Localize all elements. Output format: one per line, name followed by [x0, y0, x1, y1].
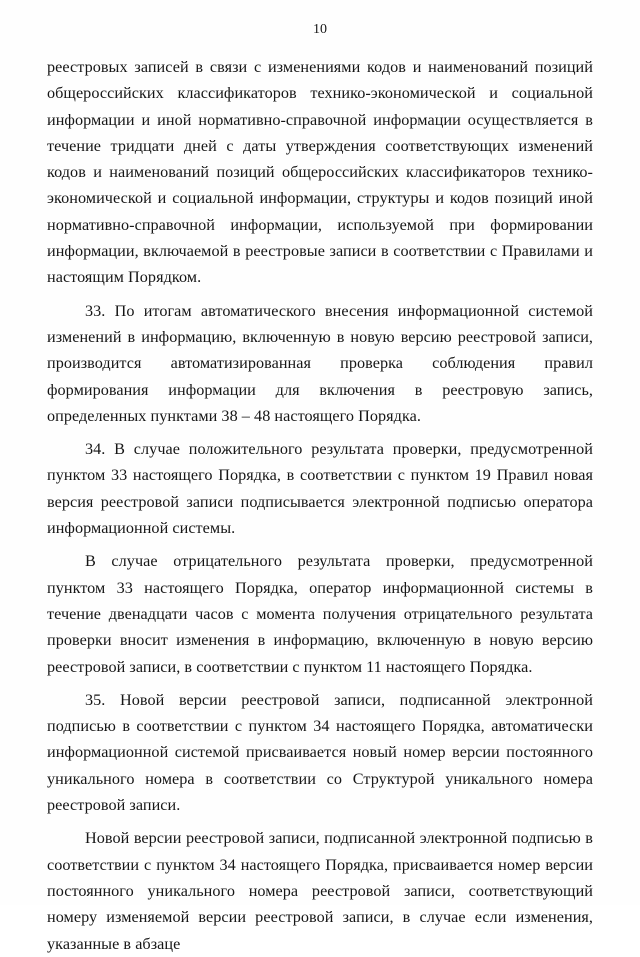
paragraph-item-34-negative: В случае отрицательного результата проверки, предусмотренной пунктом 33 настоящего Порядка, оператор информационной системы в течение двенадцати часов с момента получения отрицательного результата проверки вносит изменения в информацию, включенную в новую версию реестровой записи, в соответствии с пунктом 11 настоящего Порядка. [47, 552, 593, 676]
paragraph-item-34: 34. В случае положительного результата проверки, предусмотренной пунктом 33 настоящего Порядка, в соответствии с пунктом 19 Правил новая версия реестровой записи подписывается электронной подписью оператора информационной системы. [47, 440, 593, 538]
page-number: 10 [313, 22, 327, 37]
paragraph-item-35: 35. Новой версии реестровой записи, подписанной электронной подписью в соответствии с пунктом 34 настоящего Порядка, автоматически информационной системой присваивается новый номер версии постоянного уникального номера в соответствии со Структурой уникального номера реестровой записи. [47, 690, 593, 815]
paragraph-item-35-version: Новой версии реестровой записи, подписанной электронной подписью в соответствии с пунктом 34 настоящего Порядка, присваивается номер версии постоянного уникального номера реестровой записи, соответствующий номеру изменяемой версии реестровой записи, в случае если изменения, указанные в абзаце [47, 829, 593, 953]
paragraph-item-33: 33. По итогам автоматического внесения информационной системой изменений в информацию, включенную в новую версию реестровой записи, производится автоматизированная проверка соблюдения правил формирования информации для включения в реестровую запись, определенных пунктами 38 – 48 настоящего Порядка. [47, 301, 593, 425]
body-text [47, 54, 593, 957]
paragraph-continuation: реестровых записей в связи с изменениями кодов и наименований позиций общероссийских классификаторов технико-экономической и социальной информации и иной нормативно-справочной информации осуществляется в течение тридцати дней с даты утверждения соответствующих изменений кодов и наименований позиций общероссийских классификаторов технико-экономической и социальной информации, структуры и кодов позиций иной нормативно-справочной информации, используемой при формировании информации, включаемой в реестровые записи в соответствии с Правилами и настоящим Порядком. [47, 58, 593, 287]
